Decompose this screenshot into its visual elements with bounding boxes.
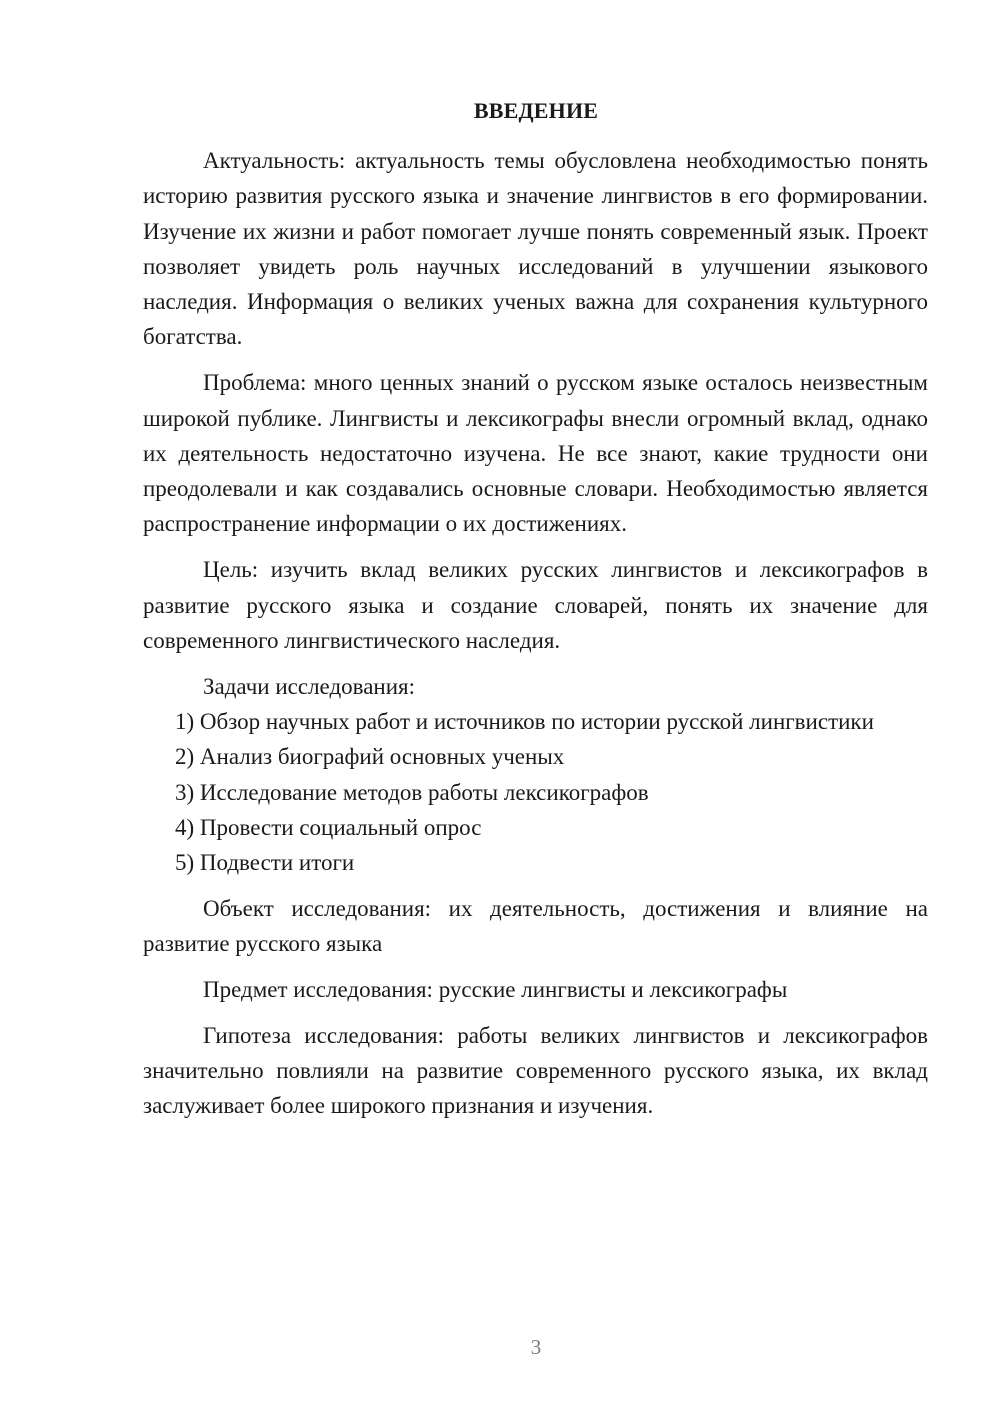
problem-paragraph: Проблема: много ценных знаний о русском языке осталось неизвестным широкой публике. Лингвисты и лексикографы внесли огромный вклад, однако их деятельность недостаточно изучена. Не все знают, какие трудности они преодолевали и как создавались основные словари. Необходимостью является распространение информации о их достижениях. [143,370,928,537]
document-body [143,143,928,1124]
task-item: 5) Подвести итоги [175,850,355,876]
page-number: 3 [530,1335,542,1359]
task-item: 1) Обзор научных работ и источников по истории русской лингвистики [175,708,874,734]
subject-paragraph: Предмет исследования: русские лингвисты и лексикографы [203,977,788,1003]
section-title: ВВЕДЕНИЕ [473,98,599,123]
tasks-heading: Задачи исследования: [203,673,416,699]
relevance-paragraph: Актуальность: актуальность темы обусловлена необходимостью понять историю развития русского языка и значение лингвистов в его формировании. Изучение их жизни и работ помогает лучше понять современный язык. Проект позволяет увидеть роль научных исследований в улучшении языкового наследия. Информация о великих ученых важна для сохранения культурного богатства. [143,148,928,350]
goal-paragraph: Цель: изучить вклад великих русских лингвистов и лексикографов в развитие русского языка и создание словарей, понять их значение для современного лингвистического наследия. [143,557,928,653]
object-paragraph: Объект исследования: их деятельность, достижения и влияние на развитие русского языка [143,895,928,957]
hypothesis-paragraph: Гипотеза исследования: работы великих лингвистов и лексикографов значительно повлияли на развитие современного русского языка, их вклад заслуживает более широкого признания и изучения. [143,1022,928,1119]
task-item: 2) Анализ биографий основных ученых [175,744,565,770]
task-item: 4) Провести социальный опрос [175,814,482,840]
task-item: 3) Исследование методов работы лексикографов [175,779,649,805]
